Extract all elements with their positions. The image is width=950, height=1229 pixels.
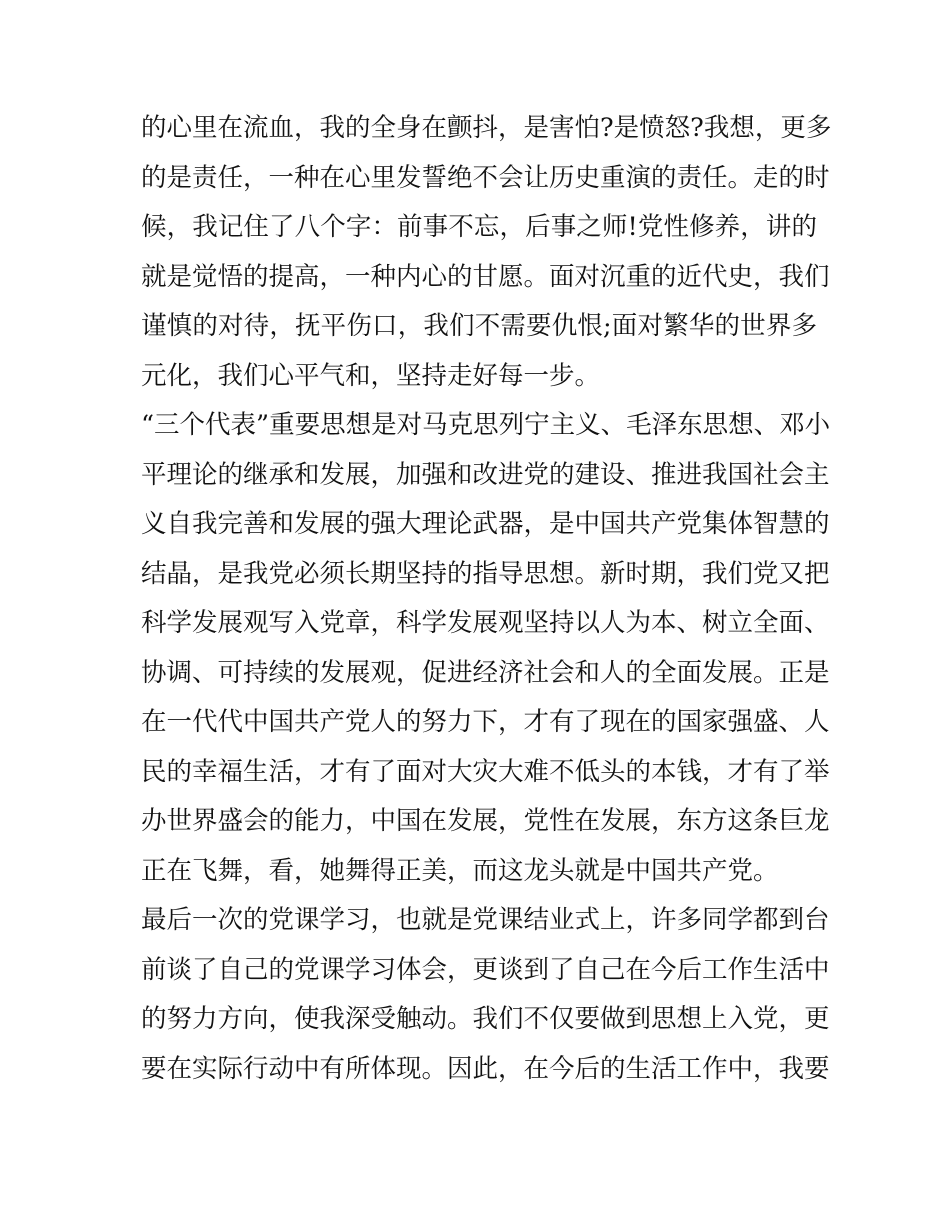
text-line: 前谈了自己的党课学习体会，更谈到了自己在今后工作生活中 (141, 954, 830, 985)
text-line: 平理论的继承和发展，加强和改进党的建设、推进我国社会主 (141, 459, 830, 490)
text-line: 元化，我们心平气和，坚持走好每一步。 (141, 360, 601, 391)
text-line: 谨慎的对待，抚平伤口，我们不需要仇恨;面对繁华的世界多 (141, 311, 817, 341)
text-line: 科学发展观写入党章，科学发展观坚持以人为本、树立全面、 (141, 608, 830, 638)
text-line: 在一代代中国共产党人的努力下，才有了现在的国家强盛、人 (141, 707, 830, 737)
document-body (141, 104, 832, 1094)
text-line: 候，我记住了八个字：前事不忘，后事之师!党性修养，讲的 (141, 212, 817, 242)
text-line: 协调、可持续的发展观，促进经济社会和人的全面发展。正是 (141, 657, 830, 688)
text-line: 民的幸福生活，才有了面对大灾大难不低头的本钱，才有了举 (141, 756, 830, 787)
paragraph-2 (141, 401, 831, 896)
text-line: 义自我完善和发展的强大理论武器，是中国共产党集体智慧的 (141, 509, 830, 539)
text-line: 正在飞舞，看，她舞得正美，而这龙头就是中国共产党。 (141, 855, 779, 886)
text-line: “三个代表”重要思想是对马克思列宁主义、毛泽东思想、邓小 (141, 410, 831, 440)
text-line: 的是责任，一种在心里发誓绝不会让历史重演的责任。走的时 (141, 162, 830, 193)
text-line: 办世界盛会的能力，中国在发展，党性在发展，东方这条巨龙 (141, 806, 830, 836)
text-line: 的心里在流血，我的全身在颤抖，是害怕?是愤怒?我想，更多 (141, 113, 832, 143)
text-line: 最后一次的党课学习，也就是党课结业式上，许多同学都到台 (141, 905, 830, 935)
paragraph-1 (141, 104, 832, 401)
paragraph-3 (141, 896, 830, 1094)
text-line: 要在实际行动中有所体现。因此，在今后的生活工作中，我要 (141, 1053, 830, 1084)
text-line: 就是觉悟的提高，一种内心的甘愿。面对沉重的近代史，我们 (141, 261, 830, 292)
text-line: 结晶，是我党必须长期坚持的指导思想。新时期，我们党又把 (141, 558, 830, 589)
text-line: 的努力方向，使我深受触动。我们不仅要做到思想上入党，更 (141, 1004, 830, 1034)
